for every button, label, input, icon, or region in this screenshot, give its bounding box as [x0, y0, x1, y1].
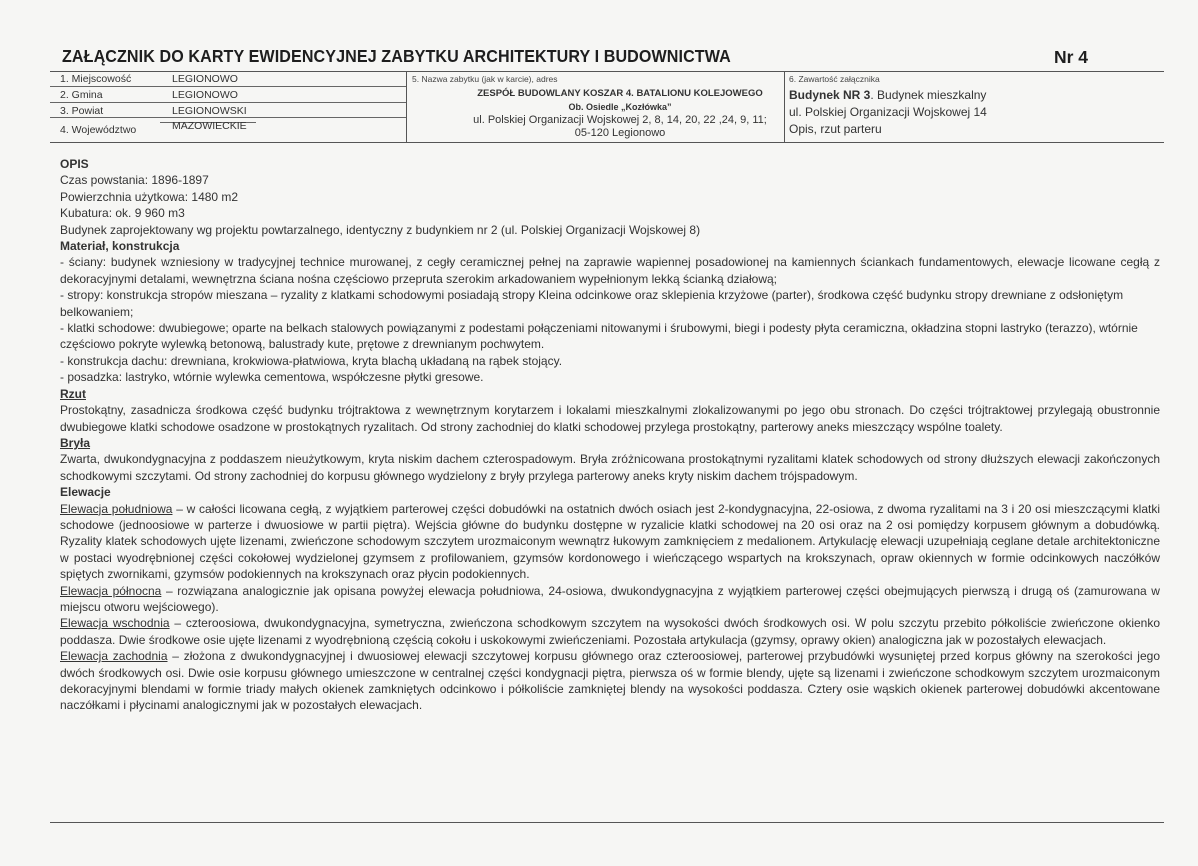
location-field-value: MAZOWIECKIE	[172, 120, 247, 132]
description-line: Powierzchnia użytkowa: 1480 m2	[60, 189, 239, 204]
elevation-text: – złożona z dwukondygnacyjnej i dwuosiowej elewacji szczytowej korpusu głównego oraz czteroosiowej, parterowej przybudówki wysuniętej przed korpus główny na szerokości jego dwóch środkowych osi. Dwie osie korpusu głównego umieszczone w centralnej części kondygnacji piętra, pierwsza oś w formie blendy, ujęte są lizenami i zwieńczone schodkowym szczytem urozmaiconym dekoracyjnymi blendami w formie triady małych okienek zamkniętych odcinkowo i półkoliście zamkniętej blendy na wysokości poddasza. Cztery osie wąskich okienek parterowej dobudówki akcentowane naczółkami i płycinami analogicznymi jak w pozostałych elewacjach.	[60, 649, 1160, 713]
header-bottom-rule	[50, 142, 1164, 143]
description-line: Czas powstania: 1896-1897	[60, 173, 209, 188]
location-row-divider	[50, 86, 406, 87]
section-heading-description: OPIS	[60, 157, 89, 171]
description-line: Budynek zaprojektowany wg projektu powtarzalnego, identyczny z budynkiem nr 2 (ul. Polskiej Organizacji Wojskowej 8)	[60, 222, 701, 237]
location-field-value: LEGIONOWSKI	[172, 105, 247, 117]
footer-rule	[50, 822, 1164, 823]
location-field-value: LEGIONOWO	[172, 73, 238, 85]
elevation-label: Elewacja zachodnia	[60, 649, 168, 664]
attachment-address: ul. Polskiej Organizacji Wojskowej 14	[789, 105, 987, 119]
elevation-text: – w całości licowana cegłą, z wyjątkiem parterowej części dobudówki na ostatnich dwóch osiach jest 2-kondygnacyjna, 22-osiowa, z dwoma ryzalitami na 3 i 20 osi mieszczącymi klatki schodowe (jednoosiowe w parterze i dwuosiowe w partii piętra). Wejścia główne do budynku dostępne w ryzalicie klatki schodowej na 20 osi oraz na 2 osi pomiędzy korpusem głównym a dobudówką. Ryzality klatek schodowych ujęte lizenami, zwieńczone schodowym szczytem urozmaiconym wewnątrz łukowym zamknięciem z medalionem. Artykulację elewacji uzupełniają ceglane detale architektoniczne w postaci wyodrębnionej części cokołowej wydzielonej gzymsem z profilowaniem, gzymsów kordonowego i wieńczącego wspartych na krokszynach, opraw okiennych w formie odcinkowych naczółków spiętych zwornikami, gzymsów podokiennych na krokszynach oraz płycin podokiennych.	[60, 501, 1160, 582]
material-item: - ściany: budynek wzniesiony w tradycyjnej technice murowanej, z cegły ceramicznej pełnej na zaprawie wapiennej posadowionej na kamiennych ściankach fundamentowych, elewacje licowane cegłą z dekoracyjnymi detalami, wewnętrzna ściana nośna częściowo przepruta szerokim arkadowaniem wypełnionym lekką ścianką działową;	[60, 255, 1160, 286]
monument-name: ZESPÓŁ BUDOWLANY KOSZAR 4. BATALIONU KOLEJOWEGO	[477, 88, 763, 99]
material-item: - konstrukcja dachu: drewniana, krokwiowa-płatwiowa, kryta blachą układaną na rąbek stojący.	[60, 353, 563, 368]
section-heading-plan: Rzut	[60, 386, 86, 401]
page-title: ZAŁĄCZNIK DO KARTY EWIDENCYJNEJ ZABYTKU ARCHITEKTURY I BUDOWNICTWA	[62, 46, 731, 66]
material-item: - klatki schodowe: dwubiegowe; oparte na belkach stalowych powiązanymi z podestami połączeniami nitowanymi i śrubowymi, biegi i podesty płyta ceramiczna, okładzina stopni lastryko (terazzo), wtórnie częściowo pokryte wylewką betonową, balustrady kute, prętowe z drewnianym pochwytem.	[60, 321, 1138, 352]
section-heading-massing: Bryła	[60, 435, 91, 450]
attachment-caption: 6. Zawartość załącznika	[789, 74, 880, 84]
monument-estate: Ob. Osiedle „Kozłówka”	[568, 102, 672, 112]
section-heading-material: Materiał, konstrukcja	[60, 239, 180, 254]
elevation-item	[60, 648, 1160, 714]
attachment-content: Opis, rzut parteru	[789, 122, 882, 136]
header-grid	[50, 72, 1164, 142]
elevation-text: – rozwiązana analogicznie jak opisana powyżej elewacja południowa, 24-osiowa, dwukondygnacyjna z wyjątkiem parterowej części obejmujących pierwszą i drugą oś (zamurowana w miejscu otworu wejściowego).	[60, 583, 1160, 614]
location-field-label: 4. Województwo	[60, 124, 137, 136]
location-field-value: LEGIONOWO	[172, 89, 238, 101]
elevation-item	[60, 615, 1160, 648]
attachment-building	[789, 88, 986, 102]
material-item: - stropy: konstrukcja stropów mieszana – ryzality z klatkami schodowymi posiadają stropy Kleina odcinkowe oraz sklepienia krzyżowe (parter), środkowa część budynku stropy drewniane z odsłoniętym belkowaniem;	[60, 288, 1124, 319]
location-row-divider	[50, 117, 406, 118]
attachment-building-type: . Budynek mieszkalny	[870, 88, 987, 102]
elevation-text: – czteroosiowa, dwukondygnacyjna, symetryczna, zwieńczona schodkowym szczytem na wysokości dwóch środkowych osi. W polu szczytu przebito półkoliście zwieńczone okienko poddasza. Dwie środkowe osie ujęte lizenami z wyodrębnioną częścią cokołu i uskokowymi zwieńczeniami. Pozostała artykulacja (gzymsy, oprawy okien) analogiczna jak w pozostałych elewacjach.	[60, 616, 1161, 647]
section-heading-elevations: Elewacje	[60, 485, 111, 500]
location-row-divider	[50, 102, 406, 103]
elevation-item	[60, 501, 1160, 583]
monument-address: ul. Polskiej Organizacji Wojskowej 2, 8, 14, 20, 22 ,24, 9, 11;	[473, 114, 767, 126]
location-field-label: 3. Powiat	[60, 105, 104, 117]
location-field-label: 1. Miejscowość	[60, 73, 132, 85]
material-item: - posadzka: lastryko, wtórnie wylewka cementowa, współczesne płytki gresowe.	[60, 370, 484, 385]
document-body	[60, 156, 1160, 714]
elevation-label: Elewacja wschodnia	[60, 616, 170, 631]
monument-caption: 5. Nazwa zabytku (jak w karcie), adres	[412, 74, 558, 84]
description-line: Kubatura: ok. 9 960 m3	[60, 206, 185, 221]
monument-postal: 05-120 Legionowo	[574, 127, 666, 139]
massing-text: Zwarta, dwukondygnacyjna z poddaszem nieużytkowym, kryta niskim dachem czterospadowym. Bryła zróżnicowana prostokątnymi ryzalitami klatek schodowych od strony dłuższych elewacji zakończonych schodkowymi szczytami. Od strony zachodniej do korpusu głównego wydzielony z bryły przylega parterowy aneks kryty niskim dachem trójspadowym.	[60, 452, 1160, 483]
elevation-item	[60, 583, 1160, 616]
elevation-label: Elewacja południowa	[60, 501, 173, 516]
page-number: Nr 4	[1054, 47, 1089, 67]
elevation-label: Elewacja północna	[60, 583, 162, 598]
location-field-label: 2. Gmina	[60, 89, 103, 101]
plan-text: Prostokątny, zasadnicza środkowa część budynku trójtraktowa z wewnętrznym korytarzem i lokalami mieszkalnymi zlokalizowanymi po jego obu stronach. Do części trójtraktowej przylegają obustronnie dwubiegowe klatki schodowe osadzone w prostokątnych ryzalitach. Od strony zachodniej do klatki schodowej przylega prostokątny, parterowy aneks mieszczący wspólne toalety.	[60, 403, 1160, 434]
attachment-building-number: Budynek NR 3	[789, 88, 871, 102]
